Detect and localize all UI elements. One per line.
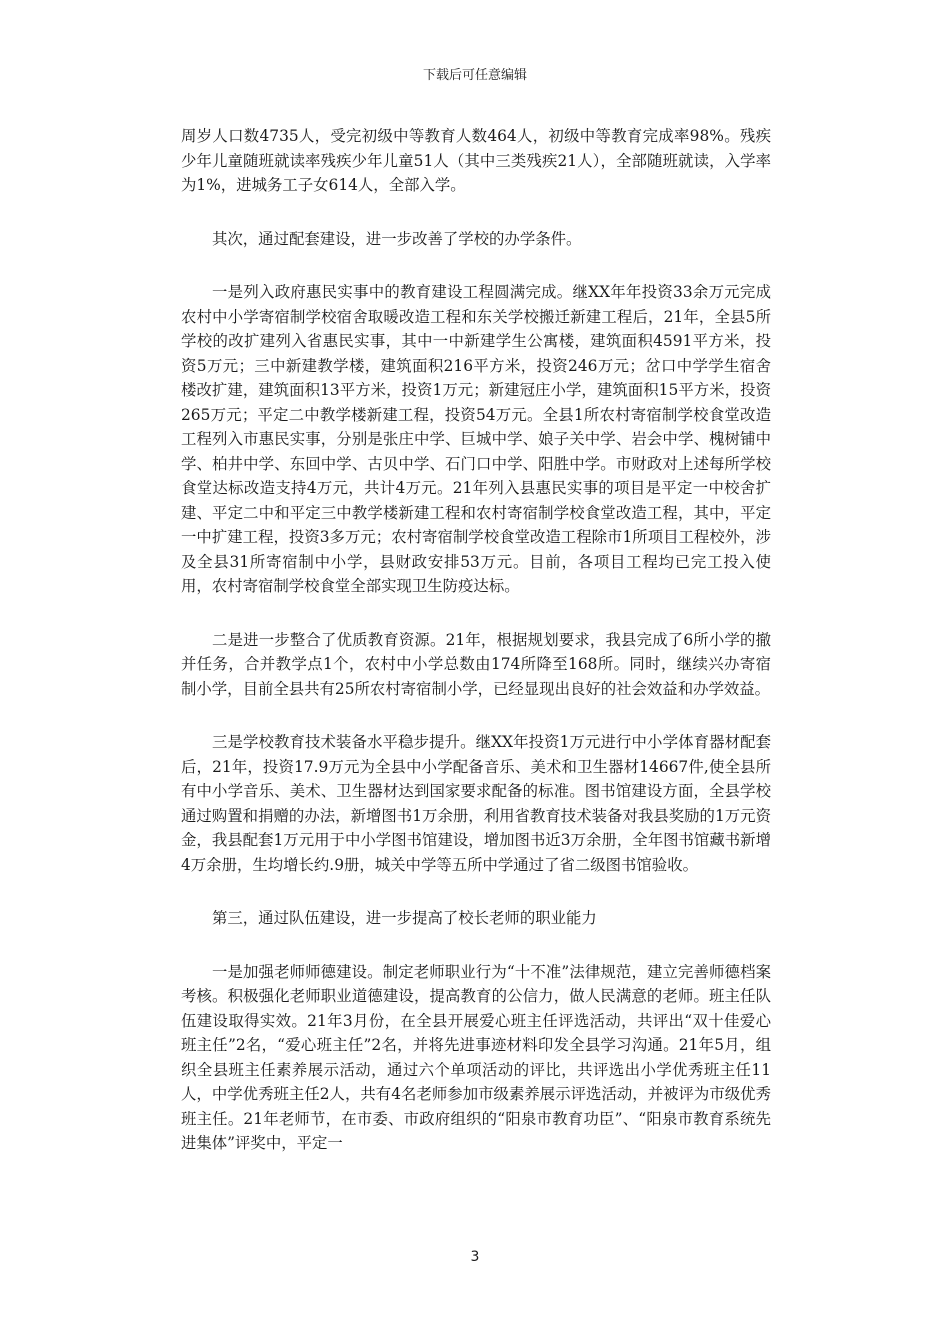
paragraph-resource-integration: 二是进一步整合了优质教育资源。21年，根据规划要求，我县完成了6所小学的撤并任务，合并教学点1个，农村中小学总数由174所降至168所。同时，继续兴办寄宿制小学，目前全县共有25所农村寄宿制小学，已经显现出良好的社会效益和办学效益。 [181, 630, 771, 698]
page-number: 3 [470, 1249, 480, 1265]
paragraph-construction-projects: 一是列入政府惠民实事中的教育建设工程圆满完成。继XX年年投资33余万元完成农村中小学寄宿制学校宿舍取暖改造工程和东关学校搬迁新建工程后，21年，全县5所学校的改扩建列入省惠民实事，其中一中新建学生公寓楼，建筑面积4591平方米，投资5万元；三中新建教学楼，建筑面积216平方米，投资246万元；岔口中学学生宿舍楼改扩建，建筑面积13平方米，投资1万元；新建冠庄小学，建筑面积15平方米，投资265万元；平定二中教学楼新建工程，投资54万元。全县1所农村寄宿制学校食堂改造工程列入市惠民实事，分别是张庄中学、巨城中学、娘子关中学、岩会中学、槐树铺中学、柏井中学、东回中学、古贝中学、石门口中学、阳胜中学。市财政对上述每所学校食堂达标改造支持4万元，共计4万元。21年列入县惠民实事的项目是平定一中校舍扩建、平定二中和平定三中教学楼新建工程和农村寄宿制学校食堂改造工程，其中，平定一中扩建工程，投资3多万元；农村寄宿制学校食堂改造工程除市1所项目工程校外，涉及全县31所寄宿制中小学，县财政安排53万元。目前，各项目工程均已完工投入使用，农村寄宿制学校食堂全部实现卫生防疫达标。 [181, 283, 771, 595]
paragraph-statistics-continued: 周岁人口数4735人，受完初级中等教育人数464人，初级中等教育完成率98%。残疾少年儿童随班就读率残疾少年儿童51人（其中三类残疾21人），全部随班就读，入学率为1%，进城务工子女614人，全部入学。 [181, 127, 771, 194]
paragraph-teacher-ethics: 一是加强老师师德建设。制定老师职业行为“十不准”法律规范，建立完善师德档案考核。积极强化老师职业道德建设，提高教育的公信力，做人民满意的老师。班主任队伍建设取得实效。21年3月份，在全县开展爱心班主任评选活动，共评出“双十佳爱心班主任”2名，“爱心班主任”2名，并将先进事迹材料印发全县学习沟通。21年5月，组织全县班主任素养展示活动，通过六个单项活动的评比，共评选出小学优秀班主任11人，中学优秀班主任2人，共有4名老师参加市级素养展示评选活动，并被评为市级优秀班主任。21年老师节，在市委、市政府组织的“阳泉市教育功臣”、“阳泉市教育系统先进集体”评奖中，平定一 [181, 962, 771, 1152]
document-body [181, 124, 771, 1185]
paragraph-equipment-upgrade: 三是学校教育技术装备水平稳步提升。继XX年投资1万元进行中小学体育器材配套后，21年，投资17.9万元为全县中小学配备音乐、美术和卫生器材14667件,使全县所有中小学音乐、美术、卫生器材达到国家要求配备的标准。图书馆建设方面，全县学校通过购置和捐赠的办法，新增图书1万余册，利用省教育技术装备对我县奖励的1万元资金，我县配套1万元用于中小学图书馆建设，增加图书近3万余册，全年图书馆藏书新增4万余册，生均增长约.9册，城关中学等五所中学通过了省二级图书馆验收。 [181, 733, 771, 874]
paragraph-second-heading: 其次，通过配套建设，进一步改善了学校的办学条件。 [212, 229, 582, 248]
page-header: 下载后可任意编辑 [422, 68, 527, 83]
paragraph-third-heading: 第三，通过队伍建设，进一步提高了校长老师的职业能力 [212, 909, 597, 927]
